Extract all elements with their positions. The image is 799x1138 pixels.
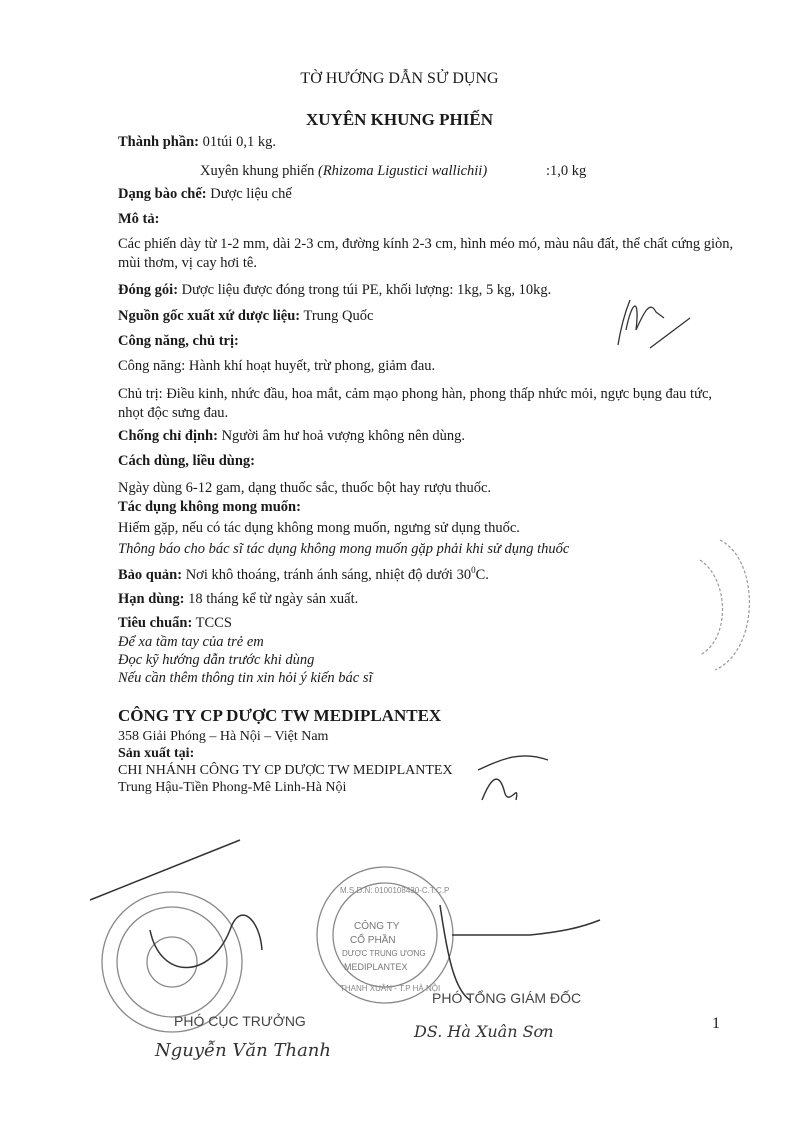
ingredient-latin: (Rhizoma Ligustici wallichii) — [318, 163, 488, 179]
right-signer-name: DS. Hà Xuân Sơn — [414, 1022, 554, 1041]
ingredient-name: Xuyên khung phiến — [200, 163, 318, 179]
shelf-life-label: Hạn dùng: — [118, 591, 185, 607]
degree-superscript: 0 — [471, 565, 476, 575]
seal-text-2: CỔ PHẦN — [350, 935, 396, 946]
branch-signature — [478, 756, 548, 800]
side-effects-text: Hiếm gặp, nếu có tác dụng không mong muốn, ngưng sử dụng thuốc. — [118, 520, 520, 536]
company-name: CÔNG TY CP DƯỢC TW MEDIPLANTEX — [118, 706, 442, 725]
usage-text: Ngày dùng 6-12 gam, dạng thuốc sắc, thuốc bột hay rượu thuốc. — [118, 480, 492, 496]
packaging-label: Đóng gói: — [118, 282, 179, 298]
product-title: XUYÊN KHUNG PHIẾN — [305, 110, 493, 129]
origin-label: Nguồn gốc xuất xứ dược liệu: — [118, 308, 301, 324]
partial-stamp-right — [700, 540, 749, 670]
storage-value: Nơi khô thoáng, tránh ánh sáng, nhiệt độ dưới 30 — [182, 566, 472, 583]
seal-text-3: DƯỢC TRUNG ƯƠNG — [342, 949, 426, 958]
seal-text-4: MEDIPLANTEX — [344, 962, 408, 972]
packaging-value: Dược liệu được đóng trong túi PE, khối lượng: 1kg, 5 kg, 10kg. — [178, 282, 552, 298]
left-signer-title: PHÓ CỤC TRƯỞNG — [174, 1013, 306, 1029]
children-warning: Để xa tầm tay của trẻ em — [118, 634, 264, 650]
function-text: Công năng: Hành khí hoạt huyết, trừ phong, giảm đau. — [118, 358, 436, 374]
initial-signature-top — [618, 300, 690, 348]
treatment-text: Chủ trị: Điều kinh, nhức đầu, hoa mắt, cảm mạo phong hàn, phong thấp nhức mỏi, ngực bụng đau tức, nhọt độc sưng đau. — [118, 386, 713, 421]
side-effects-notice: Thông báo cho bác sĩ tác dụng không mong muốn gặp phải khi sử dụng thuốc — [118, 541, 570, 557]
seal-ring-top: M.S.D.N: 0100108430-C.T.C.P — [340, 886, 450, 895]
shelf-life-value: 18 tháng kể từ ngày sản xuất. — [184, 591, 359, 607]
indications-label: Công năng, chủ trị: — [118, 333, 239, 349]
description-label: Mô tả: — [118, 211, 160, 227]
right-signature — [440, 905, 600, 1000]
dosage-form-label: Dạng bào chế: — [118, 186, 207, 202]
storage-unit: C. — [475, 566, 489, 583]
seal-text-1: CÔNG TY — [354, 921, 400, 932]
standard-label: Tiêu chuẩn: — [118, 615, 193, 631]
branch-address: Trung Hậu-Tiền Phong-Mê Linh-Hà Nội — [118, 780, 347, 795]
contraindications-value: Người âm hư hoả vượng không nên dùng. — [217, 428, 466, 444]
left-signer-name: Nguyễn Văn Thanh — [155, 1040, 331, 1061]
seal-ring-bottom: THANH XUÂN - T.P HÀ NỘI — [340, 984, 441, 993]
usage-label: Cách dùng, liều dùng: — [118, 453, 255, 469]
origin-value: Trung Quốc — [300, 308, 374, 324]
document-type-heading: TỜ HƯỚNG DẪN SỬ DỤNG — [300, 70, 499, 87]
storage-label: Bảo quản: — [118, 566, 183, 583]
composition-value: 01túi 0,1 kg. — [199, 134, 276, 150]
side-effects-label: Tác dụng không mong muốn: — [118, 499, 301, 515]
standard-value: TCCS — [192, 615, 232, 631]
description-text: Các phiến dày từ 1-2 mm, dài 2-3 cm, đường kính 2-3 cm, hình méo mó, màu nâu đất, thể chất cứng giòn, mùi thơm, vị cay hơi tê. — [118, 236, 734, 271]
composition-label: Thành phần: — [118, 134, 200, 150]
read-instructions-note: Đọc kỹ hướng dẫn trước khi dùng — [118, 652, 315, 668]
dosage-form-value: Dược liệu chế — [206, 186, 292, 202]
company-address: 358 Giải Phóng – Hà Nội – Việt Nam — [118, 729, 329, 744]
right-signer-title: PHÓ TỔNG GIÁM ĐỐC — [432, 990, 582, 1006]
contraindications-label: Chống chỉ định: — [118, 428, 218, 444]
branch-name: CHI NHÁNH CÔNG TY CP DƯỢC TW MEDIPLANTEX — [118, 763, 453, 778]
ministry-seal — [102, 892, 242, 1032]
ingredient-amount: :1,0 kg — [546, 163, 587, 179]
manufacturing-label: Sản xuất tại: — [118, 746, 195, 761]
page-number: 1 — [712, 1015, 720, 1032]
left-signature — [90, 840, 262, 968]
consult-doctor-note: Nếu cần thêm thông tin xin hỏi ý kiến bác sĩ — [118, 670, 373, 686]
